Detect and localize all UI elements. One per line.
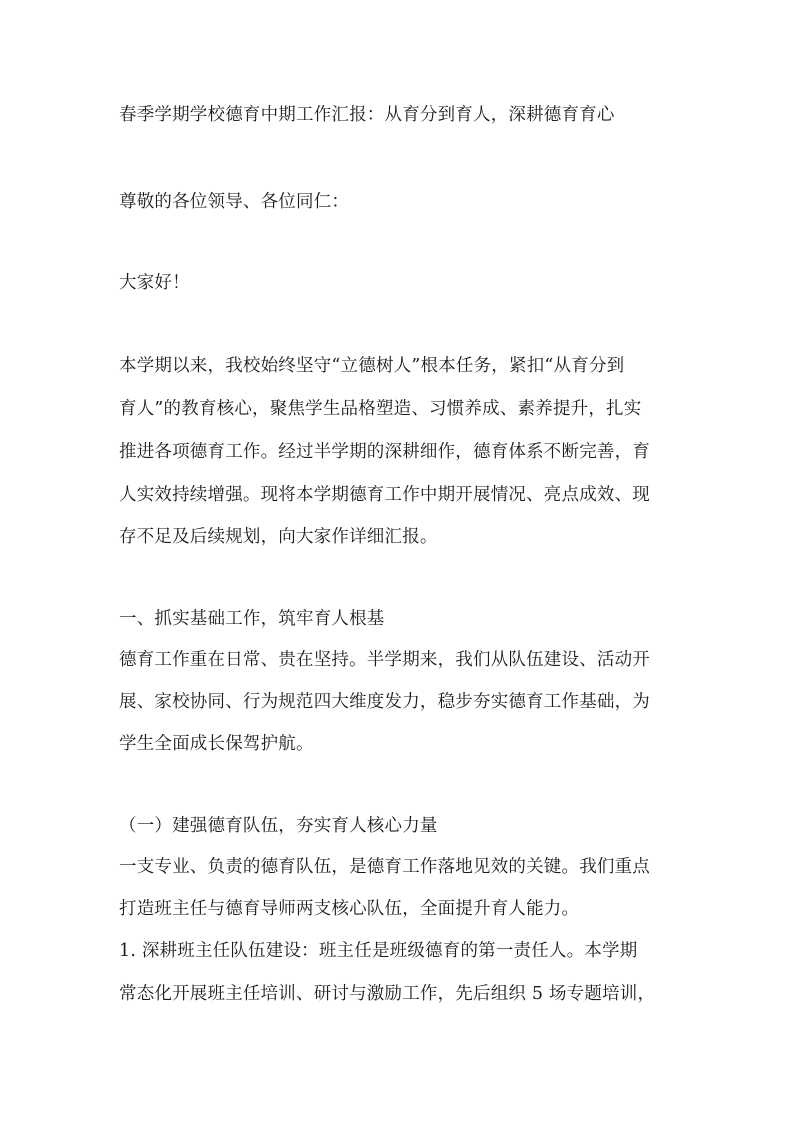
list-item-line: 常态化开展班主任培训、研讨与激励工作，先后组织 5 场专题培训， [119, 984, 656, 1004]
intro-paragraph-line: 育人”的教育核心，聚焦学生品格塑造、习惯养成、素养提升，扎实 [119, 399, 642, 419]
subsection-paragraph-line: 一支专业、负责的德育队伍，是德育工作落地见效的关键。我们重点 [119, 857, 650, 877]
subsection-heading: （一）建强德育队伍，夯实育人核心力量 [119, 816, 438, 836]
intro-paragraph-line: 存不足及后续规划，向大家作详细汇报。 [119, 527, 438, 547]
intro-paragraph-line: 推进各项德育工作。经过半学期的深耕细作，德育体系不断完善，育 [119, 442, 650, 462]
section-heading: 一、抓实基础工作，筑牢育人根基 [119, 609, 385, 629]
list-item-line: 1. 深耕班主任队伍建设：班主任是班级德育的第一责任人。本学期 [119, 941, 638, 961]
salutation: 大家好！ [119, 273, 190, 293]
document-title: 春季学期学校德育中期工作汇报：从育分到育人，深耕德育育心 [119, 105, 615, 125]
section-paragraph-line: 德育工作重在日常、贵在坚持。半学期来，我们从队伍建设、活动开 [119, 650, 650, 670]
greeting: 尊敬的各位领导、各位同仁： [119, 192, 350, 212]
section-paragraph-line: 展、家校协同、行为规范四大维度发力，稳步夯实德育工作基础，为 [119, 692, 650, 712]
intro-paragraph-line: 本学期以来，我校始终坚守“立德树人”根本任务，紧扣“从育分到 [119, 356, 625, 376]
intro-paragraph-line: 人实效持续增强。现将本学期德育工作中期开展情况、亮点成效、现 [119, 485, 650, 505]
subsection-paragraph-line: 打造班主任与德育导师两支核心队伍，全面提升育人能力。 [119, 899, 580, 919]
section-paragraph-line: 学生全面成长保驾护航。 [119, 734, 314, 754]
